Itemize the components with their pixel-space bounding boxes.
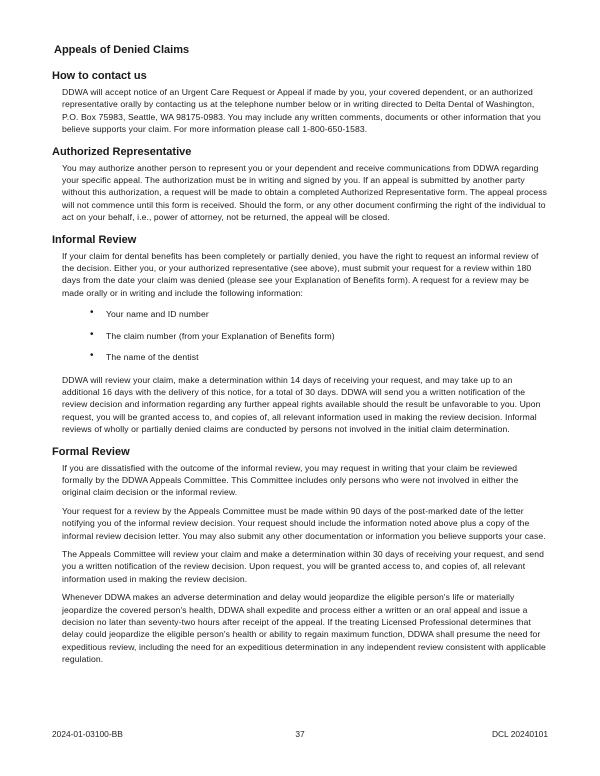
paragraph: DDWA will accept notice of an Urgent Care Request or Appeal if made by you, your covered dependent, or an authorized representative orally by contacting us at the telephone number below or in writing directed to Delta Dental of Washington, P.O. Box 75983, Seattle, WA 98175-0983. You may include any written comments, documents or other information that you believe supports your claim. For more information please call 1-800-650-1583.: [62, 87, 541, 135]
footer-revision-code: DCL 20240101: [491, 729, 548, 739]
list-item: • Your name and ID number: [90, 308, 549, 320]
paragraph: If you are dissatisfied with the outcome of the informal review, you may request in writing that your claim be reviewed formally by the DDWA Appeals Committee. This Committee includes only persons who were not involved in either the original claim decision or the informal review.: [62, 462, 519, 498]
list-item: • The name of the dentist: [90, 351, 549, 363]
page-footer: [52, 728, 548, 740]
paragraph: Your request for a review by the Appeals Committee must be made within 90 days of the post-marked date of the letter notifying you of the informal review decision. Your request should include the information noted above plus a copy of the informal review decision letter. You may also submit any other documentation or information you believe supports your case.: [62, 505, 546, 541]
section-how-to-contact-us: [52, 70, 549, 136]
section-authorized-representative: [52, 146, 549, 224]
paragraph: DDWA will review your claim, make a determination within 14 days of receiving your request, and may take up to an additional 16 days with the delivery of this notice, for a total of 30 days. DDWA will send you a written notification of the review decision and information regarding any further appeal rights available should the result be unfavorable to you. Upon request, you will be granted access to, and copies of, all relevant information used in making the review decision. Informal reviews of wholly or partially denied claims are conducted by persons not involved in the initial claim determination.: [62, 374, 541, 435]
page-title: Appeals of Denied Claims: [54, 44, 190, 56]
section-heading-informal-review: Informal Review: [52, 233, 137, 246]
required-information-list: [90, 308, 549, 363]
section-heading-formal-review: Formal Review: [52, 445, 130, 458]
paragraph: The Appeals Committee will review your claim and make a determination within 30 days of receiving your request, and send you a written notification of the review decision. Upon request, you will be granted access to, and copies of, all relevant information used in making the review decision.: [62, 548, 545, 584]
section-formal-review: [52, 446, 549, 666]
section-informal-review: [52, 234, 549, 436]
paragraph: You may authorize another person to represent you or your dependent and receive communications from DDWA regarding your specific appeal. The authorization must be in writing and signed by you. If an appeal is submitted by another party without this authorization, a request will be made to obtain a completed Authorized Representative form. The appeal process will not commence until this form is received. Should the form, or any other document confirming the right of the individual to act on your behalf, i.e., power of attorney, not be returned, the appeal will be closed.: [62, 162, 548, 223]
footer-document-code: 2024-01-03100-BB: [52, 729, 123, 739]
section-heading-authorized-representative: Authorized Representative: [52, 145, 192, 158]
paragraph: If your claim for dental benefits has been completely or partially denied, you have the right to request an informal review of the decision. Either you, or your authorized representative (see above), must submit your request for a review within 180 days from the date your claim was denied (please see your Explanation of Benefits form). A request for a review may be made orally or in writing and include the following information:: [62, 250, 539, 298]
list-item: • The claim number (from your Explanation of Benefits form): [90, 330, 549, 342]
document-content: [52, 44, 549, 672]
paragraph: Whenever DDWA makes an adverse determination and delay would jeopardize the eligible person's life or materially jeopardize the covered person's health, DDWA shall expedite and process either a written or an oral appeal and issue a decision no later than seventy-two hours after receipt of the appeal. If the treating Licensed Professional determines that delay could jeopardize the eligible person's health or ability to regain maximum function, DDWA shall presume the need for expeditious review, including the need for an expeditious determination in any independent review consistent with applicable regulation.: [62, 592, 546, 665]
section-heading-how-to-contact-us: How to contact us: [52, 70, 147, 82]
footer-page-number: 37: [295, 729, 305, 739]
